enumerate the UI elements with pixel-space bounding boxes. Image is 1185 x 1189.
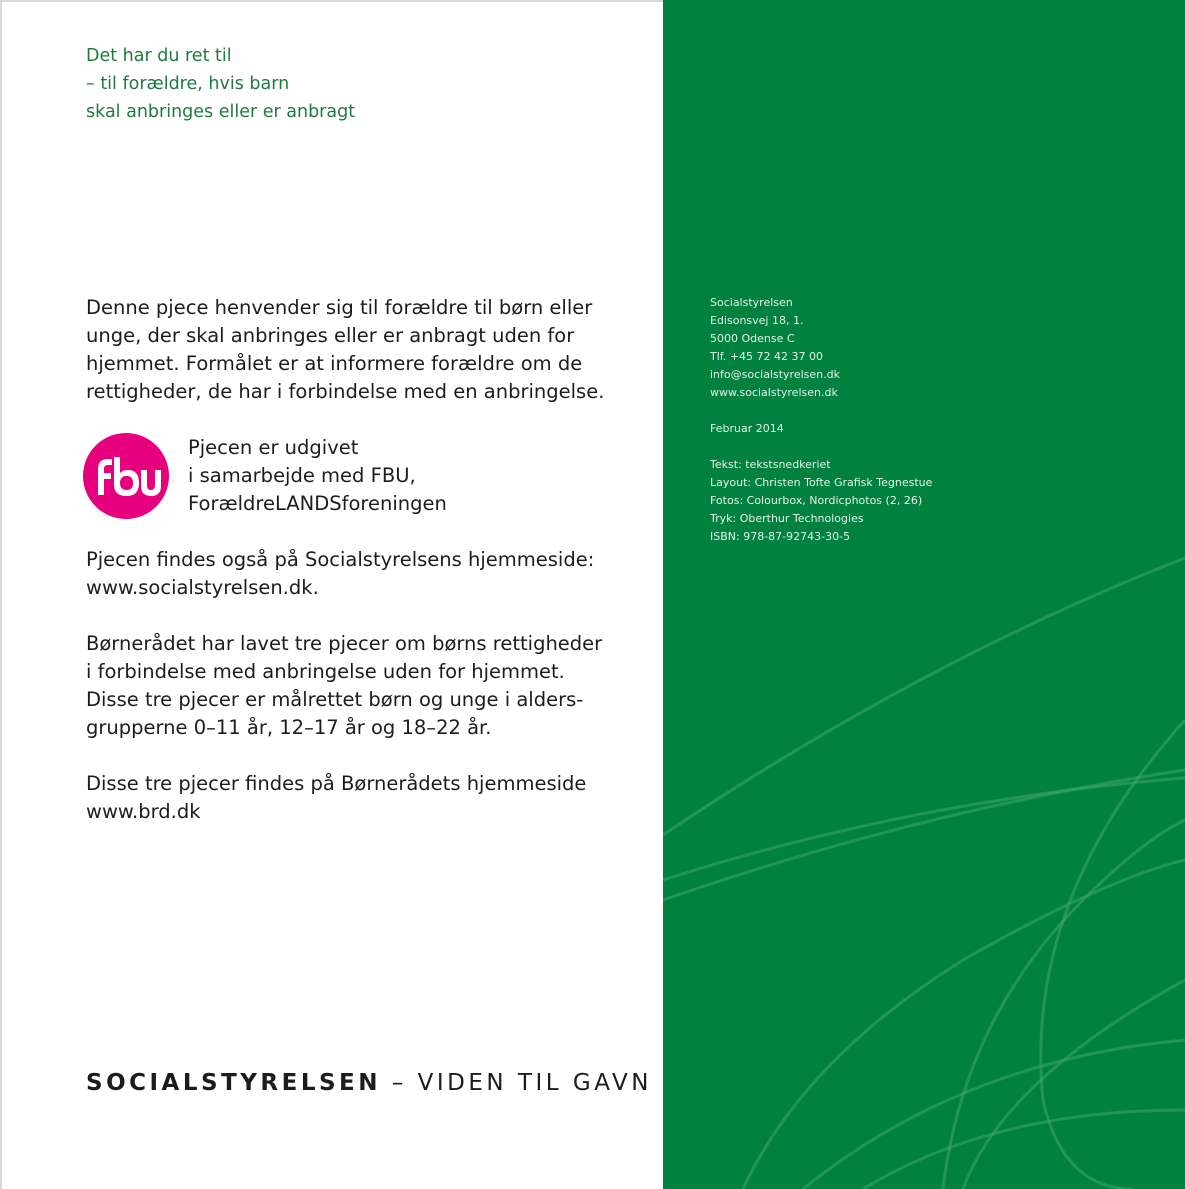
colophon-phone: Tlf. +45 72 42 37 00 — [710, 350, 824, 363]
footer-brand — [86, 1070, 652, 1096]
council-website-link[interactable]: www.brd.dk — [86, 800, 201, 823]
colophon-spacer — [710, 402, 932, 420]
title-line: Det har du ret til — [86, 46, 232, 66]
website-paragraph — [86, 546, 594, 602]
colophon-website-link[interactable]: www.socialstyrelsen.dk — [710, 386, 838, 399]
intro-paragraph — [86, 294, 604, 406]
intro-line: unge, der skal anbringes eller er anbragt uden for — [86, 324, 575, 347]
colophon-address-line: Edisonsvej 18, 1. — [710, 314, 804, 327]
fbu-line: i samarbejde med FBU, — [188, 464, 416, 487]
council-line: Disse tre pjecer er målrettet børn og unge i alders- — [86, 688, 584, 711]
green-panel — [663, 0, 1185, 1189]
intro-line: hjemmet. Formålet er at informere forældre om de — [86, 352, 583, 375]
council-line: i forbindelse med anbringelse uden for hjemmet. — [86, 660, 565, 683]
fbu-line: ForældreLANDSforeningen — [188, 492, 447, 515]
colophon-spacer — [710, 438, 932, 456]
brand-tagline: – VIDEN TIL GAVN — [381, 1070, 652, 1096]
colophon-email-link[interactable]: info@socialstyrelsen.dk — [710, 368, 840, 381]
childrens-council-paragraph — [86, 630, 602, 742]
colophon-isbn: ISBN: 978-87-92743-30-5 — [710, 530, 851, 543]
council-site-line: Disse tre pjecer findes på Børnerådets hjemmeside — [86, 772, 587, 795]
top-border — [0, 0, 664, 2]
colophon — [710, 294, 932, 546]
colophon-credit-line: Tryk: Oberthur Technologies — [710, 512, 864, 525]
colophon-credit-line: Tekst: tekstsnedkeriet — [710, 458, 831, 471]
website-line: Pjecen findes også på Socialstyrelsens hjemmeside: — [86, 548, 595, 571]
intro-line: Denne pjece henvender sig til forældre til børn eller — [86, 296, 593, 319]
fbu-logo-icon — [83, 433, 169, 519]
website-link[interactable]: www.socialstyrelsen.dk. — [86, 576, 319, 599]
brand-name: SOCIALSTYRELSEN — [86, 1070, 382, 1096]
colophon-credit-line: Layout: Christen Tofte Grafisk Tegnestue — [710, 476, 933, 489]
brochure-title — [86, 42, 355, 126]
council-line: Børnerådet har lavet tre pjecer om børns rettigheder — [86, 632, 603, 655]
decorative-swirl-icon — [663, 0, 1185, 1189]
colophon-address-line: Socialstyrelsen — [710, 296, 793, 309]
intro-line: rettigheder, de har i forbindelse med en anbringelse. — [86, 380, 605, 403]
title-line: – til forældre, hvis barn — [86, 74, 290, 94]
colophon-credit-line: Fotos: Colourbox, Nordicphotos (2, 26) — [710, 494, 923, 507]
fbu-line: Pjecen er udgivet — [188, 436, 359, 459]
colophon-date: Februar 2014 — [710, 422, 784, 435]
council-website-paragraph — [86, 770, 586, 826]
fbu-partner-text — [188, 434, 447, 518]
colophon-address-line: 5000 Odense C — [710, 332, 795, 345]
title-line: skal anbringes eller er anbragt — [86, 102, 356, 122]
left-border — [0, 0, 2, 1189]
council-line: grupperne 0–11 år, 12–17 år og 18–22 år. — [86, 716, 492, 739]
fbu-partner-block — [83, 433, 623, 523]
